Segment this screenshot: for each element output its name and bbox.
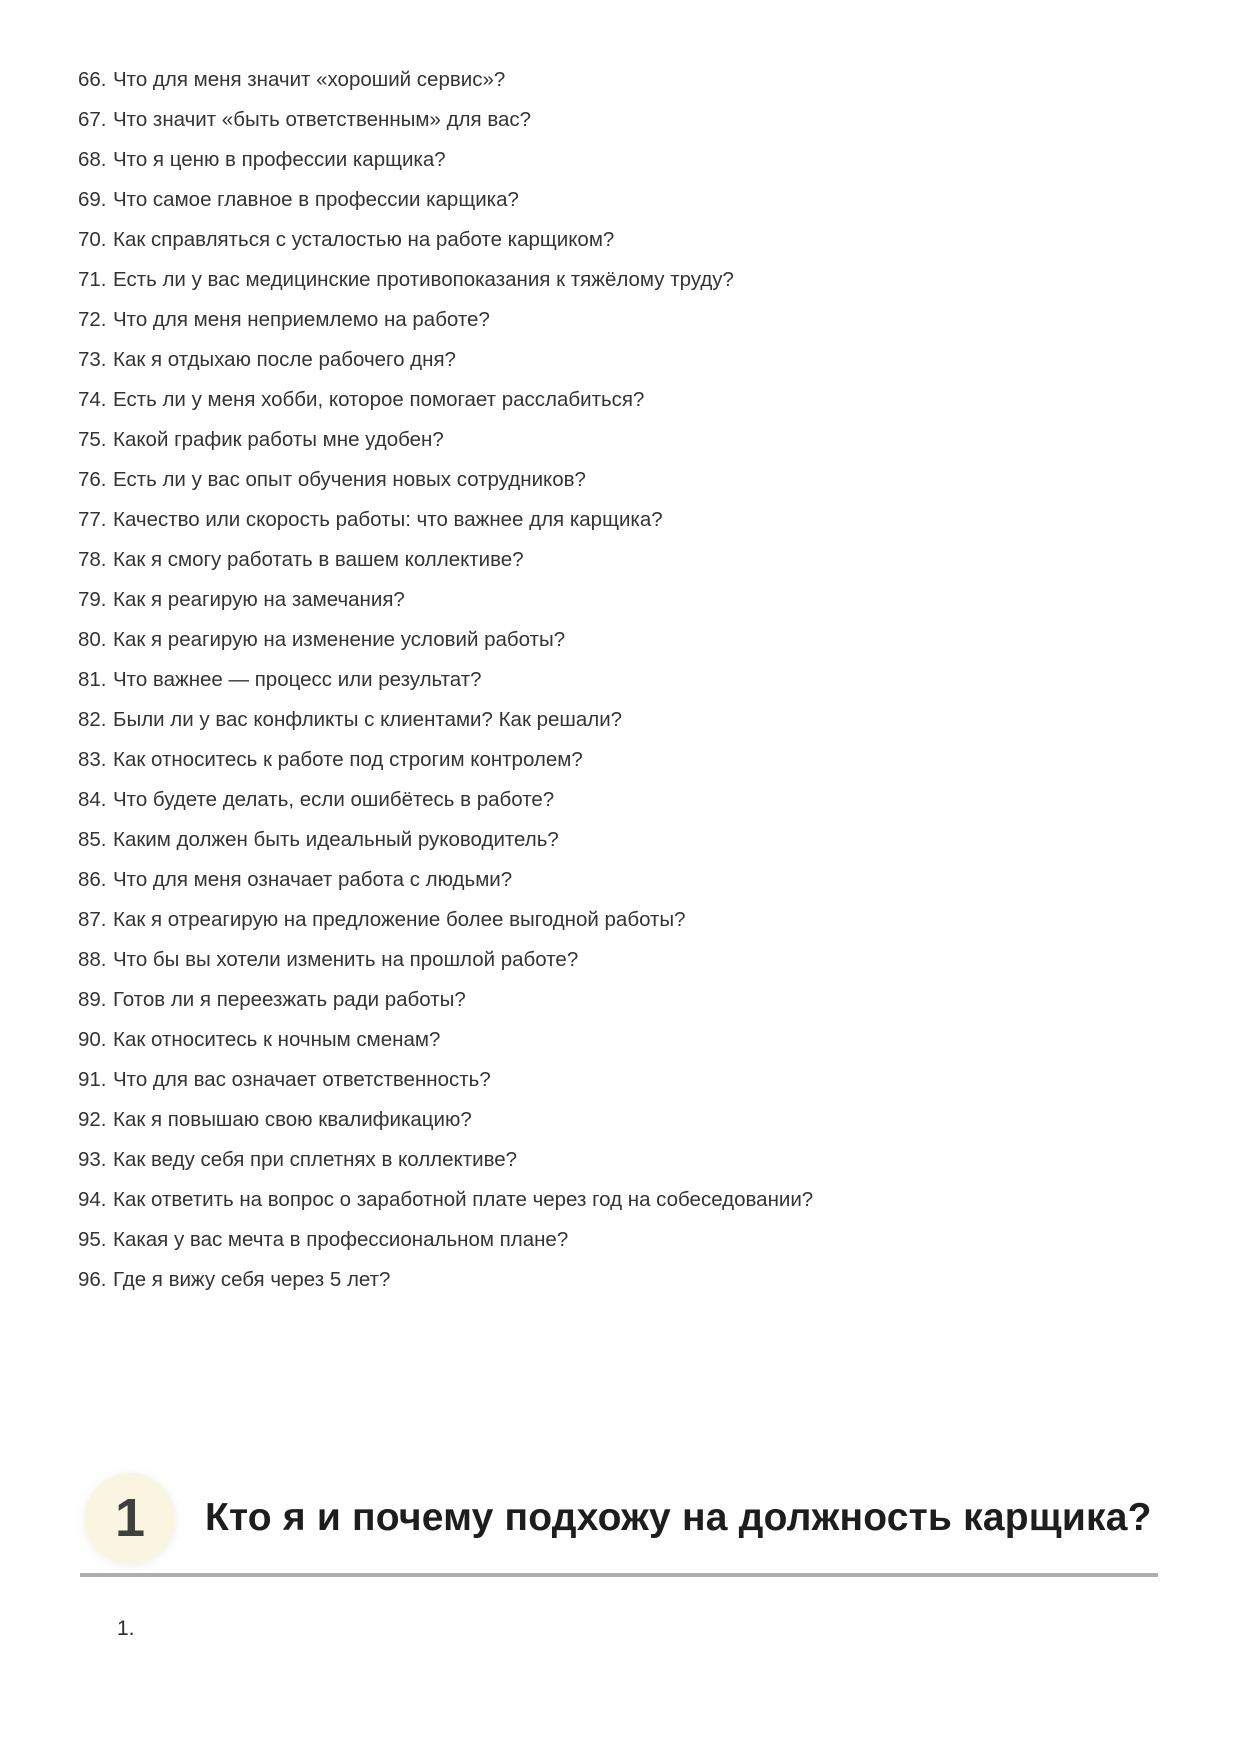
question-item [78, 340, 1179, 380]
question-number: 89. [78, 988, 107, 1011]
question-number: 81. [78, 668, 107, 691]
question-number: 91. [78, 1068, 107, 1091]
question-item [78, 780, 1179, 820]
question-number: 72. [78, 308, 107, 331]
question-number: 78. [78, 548, 107, 571]
question-text: Как относитесь к работе под строгим контролем? [113, 748, 583, 771]
question-item [78, 580, 1179, 620]
question-item [78, 140, 1179, 180]
question-text: Как относитесь к ночным сменам? [113, 1028, 441, 1051]
question-item [78, 740, 1179, 780]
question-number: 71. [78, 268, 107, 291]
question-number: 67. [78, 108, 107, 131]
question-number: 76. [78, 468, 107, 491]
question-item [78, 100, 1179, 140]
question-item [78, 700, 1179, 740]
question-text: Как ответить на вопрос о заработной плате через год на собеседовании? [113, 1188, 814, 1211]
question-item [78, 620, 1179, 660]
question-number: 74. [78, 388, 107, 411]
question-text: Что важнее — процесс или результат? [113, 668, 482, 691]
question-item [78, 860, 1179, 900]
question-number: 94. [78, 1188, 107, 1211]
question-number: 68. [78, 148, 107, 171]
question-item [78, 380, 1179, 420]
question-text: Каким должен быть идеальный руководитель? [113, 828, 559, 851]
question-text: Есть ли у вас медицинские противопоказания к тяжёлому труду? [113, 268, 734, 291]
question-item [78, 1060, 1179, 1100]
question-text: Где я вижу себя через 5 лет? [113, 1268, 391, 1291]
question-item [78, 1100, 1179, 1140]
question-number: 73. [78, 348, 107, 371]
question-item [78, 980, 1179, 1020]
question-item [78, 1180, 1179, 1220]
question-text: Что бы вы хотели изменить на прошлой работе? [113, 948, 579, 971]
question-number: 95. [78, 1228, 107, 1251]
question-number: 69. [78, 188, 107, 211]
question-item [78, 1220, 1179, 1260]
question-text: Как я реагирую на изменение условий работы? [113, 628, 566, 651]
question-item [78, 660, 1179, 700]
section-divider [80, 1573, 1158, 1577]
question-number: 77. [78, 508, 107, 531]
question-text: Как я повышаю свою квалификацию? [113, 1108, 472, 1131]
question-text: Есть ли у вас опыт обучения новых сотрудников? [113, 468, 586, 491]
question-number: 87. [78, 908, 107, 931]
question-item [78, 940, 1179, 980]
question-number: 70. [78, 228, 107, 251]
question-item [78, 1260, 1179, 1300]
question-item [78, 1020, 1179, 1060]
question-item [78, 180, 1179, 220]
question-text: Что будете делать, если ошибётесь в работе? [113, 788, 555, 811]
question-number: 84. [78, 788, 107, 811]
question-item [78, 460, 1179, 500]
question-number: 96. [78, 1268, 107, 1291]
question-text: Что значит «быть ответственным» для вас? [113, 108, 532, 131]
question-number: 66. [78, 68, 107, 91]
question-text: Есть ли у меня хобби, которое помогает расслабиться? [113, 388, 645, 411]
question-text: Как я отдыхаю после рабочего дня? [113, 348, 456, 371]
question-number: 86. [78, 868, 107, 891]
question-text: Как веду себя при сплетнях в коллективе? [113, 1148, 518, 1171]
question-number: 83. [78, 748, 107, 771]
question-text: Что я ценю в профессии карщика? [113, 148, 446, 171]
section-number: 1 [114, 1488, 146, 1548]
question-text: Какая у вас мечта в профессиональном плане? [113, 1228, 569, 1251]
question-item [78, 540, 1179, 580]
question-item [78, 60, 1179, 100]
question-item [78, 1140, 1179, 1180]
question-list [78, 60, 1179, 1300]
question-number: 93. [78, 1148, 107, 1171]
question-number: 90. [78, 1028, 107, 1051]
question-text: Как я отреагирую на предложение более выгодной работы? [113, 908, 686, 931]
question-text: Какой график работы мне удобен? [113, 428, 444, 451]
question-text: Что для меня означает работа с людьми? [113, 868, 513, 891]
question-text: Как я смогу работать в вашем коллективе? [113, 548, 524, 571]
question-number: 82. [78, 708, 107, 731]
question-text: Что для вас означает ответственность? [113, 1068, 491, 1091]
question-number: 92. [78, 1108, 107, 1131]
answer-item-number: 1. [117, 1617, 135, 1640]
question-number: 85. [78, 828, 107, 851]
answer-item [117, 1612, 135, 1646]
question-text: Были ли у вас конфликты с клиентами? Как решали? [113, 708, 623, 731]
question-item [78, 300, 1179, 340]
question-text: Как справляться с усталостью на работе карщиком? [113, 228, 615, 251]
question-number: 79. [78, 588, 107, 611]
section-number-badge [85, 1473, 175, 1563]
question-item [78, 900, 1179, 940]
question-text: Что самое главное в профессии карщика? [113, 188, 519, 211]
question-text: Что для меня значит «хороший сервис»? [113, 68, 506, 91]
question-text: Качество или скорость работы: что важнее для карщика? [113, 508, 663, 531]
question-number: 80. [78, 628, 107, 651]
question-item [78, 820, 1179, 860]
question-item [78, 260, 1179, 300]
question-item [78, 220, 1179, 260]
question-item [78, 420, 1179, 460]
question-number: 88. [78, 948, 107, 971]
question-text: Как я реагирую на замечания? [113, 588, 405, 611]
question-number: 75. [78, 428, 107, 451]
question-item [78, 500, 1179, 540]
section-title: Кто я и почему подхожу на должность карщика? [205, 1496, 1152, 1539]
question-text: Готов ли я переезжать ради работы? [113, 988, 466, 1011]
section-header [85, 1473, 1152, 1563]
question-text: Что для меня неприемлемо на работе? [113, 308, 490, 331]
